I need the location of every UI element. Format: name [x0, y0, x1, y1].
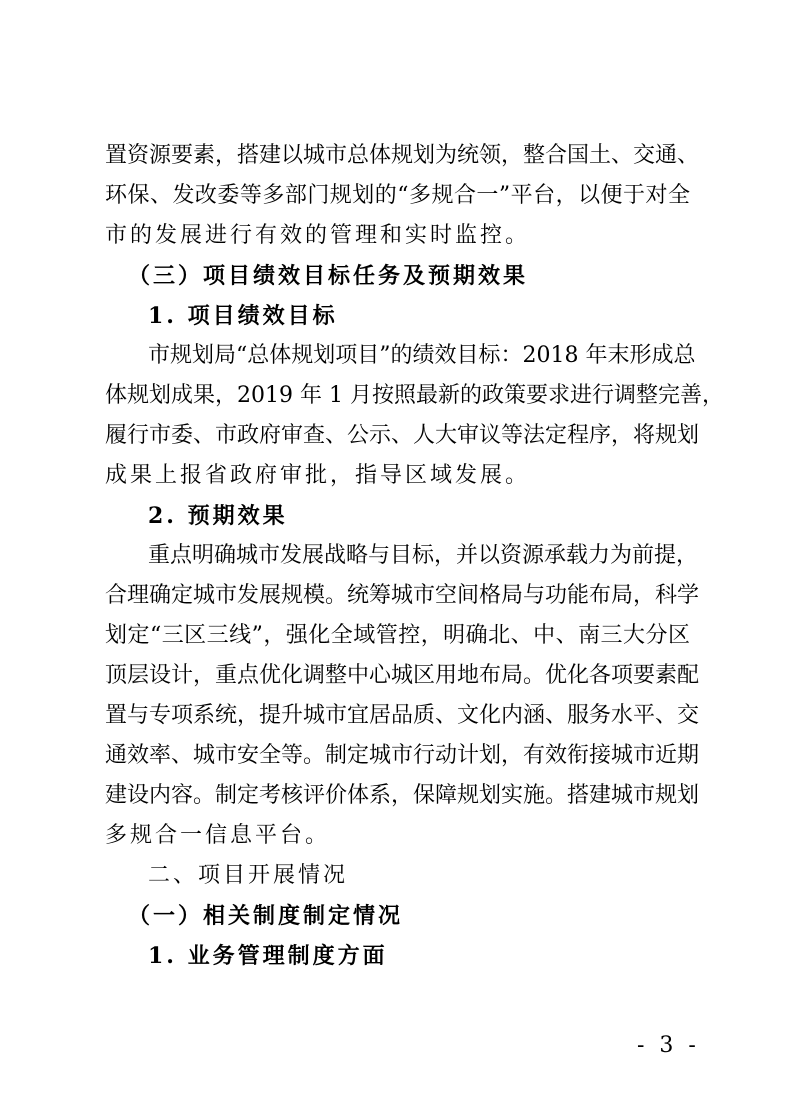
paragraph-line: 多规合一信息平台。 [105, 823, 331, 848]
subsection-heading: 2. 预期效果 [148, 503, 288, 529]
paragraph-line: 市的发展进行有效的管理和实时监控。 [105, 223, 531, 248]
paragraph-line: 通效率、城市安全等。制定城市行动计划，有效衔接城市近期 [105, 743, 700, 768]
section-heading: （一）相关制度制定情况 [128, 903, 404, 929]
section-heading: 二、项目开展情况 [148, 863, 349, 888]
paragraph-line: 置资源要素，搭建以城市总体规划为统领，整合国土、交通、 [105, 143, 700, 168]
paragraph-line: 成果上报省政府审批，指导区域发展。 [105, 463, 531, 488]
paragraph-line: 划定“三区三线”，强化全域管控，明确北、中、南三大分区 [105, 623, 690, 648]
paragraph-line: 合理确定城市发展规模。统筹城市空间格局与功能布局，科学 [105, 583, 700, 608]
paragraph-line: 市规划局“总体规划项目”的绩效目标：2018 年末形成总 [148, 343, 696, 368]
paragraph-line: 环保、发改委等多部门规划的“多规合一”平台，以便于对全 [105, 183, 690, 208]
section-heading: （三）项目绩效目标任务及预期效果 [128, 263, 529, 289]
paragraph-line: 置与专项系统，提升城市宜居品质、文化内涵、服务水平、交 [105, 703, 700, 728]
page-number: - 3 - [637, 1033, 700, 1058]
paragraph-line: 履行市委、市政府审查、公示、人大审议等法定程序，将规划 [105, 423, 700, 448]
paragraph-line: 建设内容。制定考核评价体系，保障规划实施。搭建城市规划 [105, 783, 700, 808]
subsection-heading: 1. 业务管理制度方面 [148, 943, 388, 969]
paragraph-line: 体规划成果，2019 年 1 月按照最新的政策要求进行调整完善， [105, 383, 724, 408]
paragraph-line: 顶层设计，重点优化调整中心城区用地布局。优化各项要素配 [105, 663, 700, 688]
paragraph-line: 重点明确城市发展战略与目标，并以资源承载力为前提， [148, 543, 699, 568]
subsection-heading: 1. 项目绩效目标 [148, 303, 338, 329]
